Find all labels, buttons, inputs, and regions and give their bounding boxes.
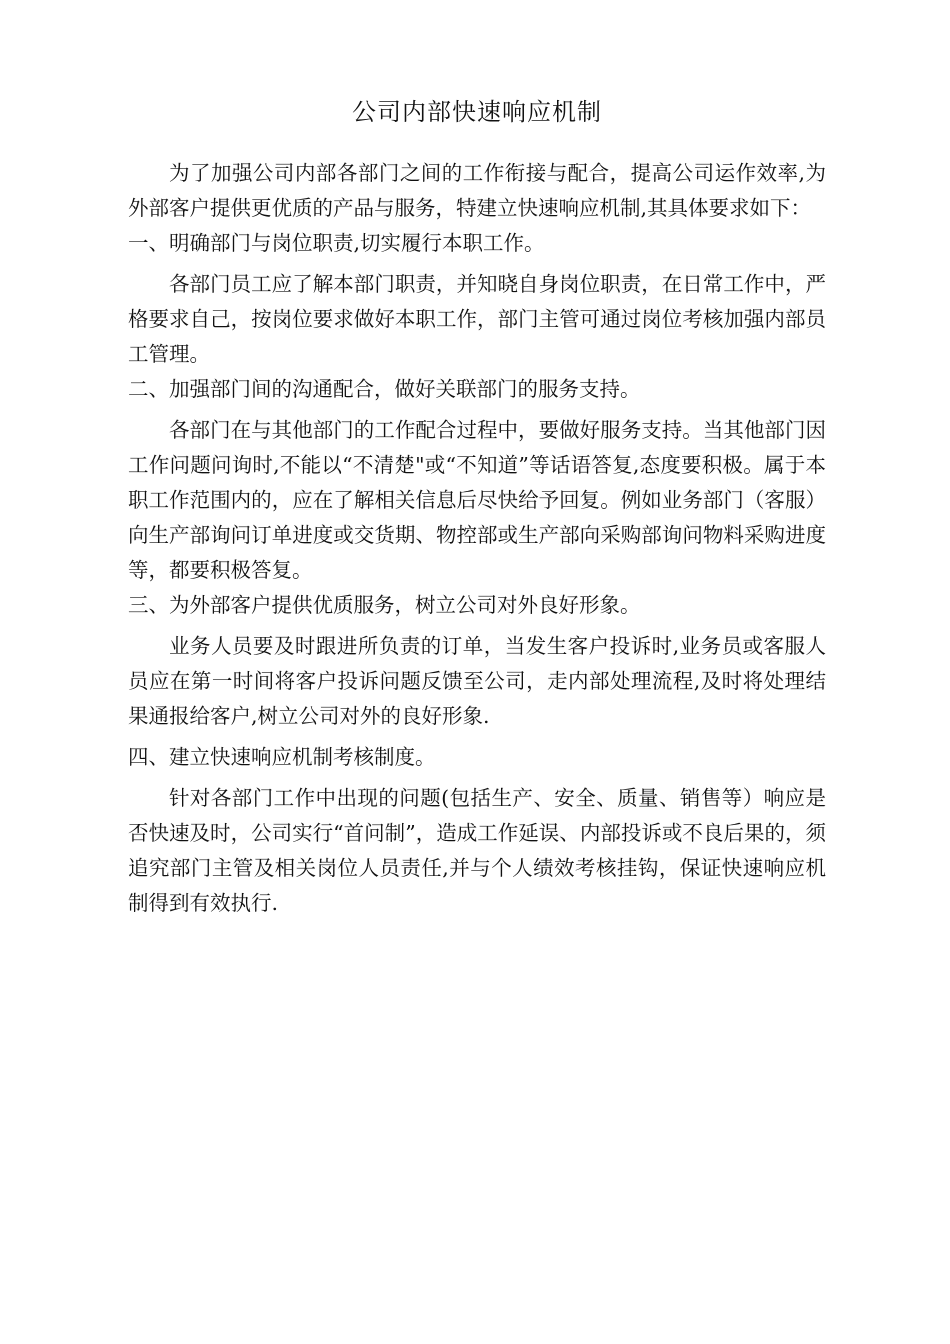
section-1-heading: 一、明确部门与岗位职责,切实履行本职工作。 — [128, 231, 545, 255]
document-title: 公司内部快速响应机制 — [352, 98, 602, 126]
section-3-body: 业务人员要及时跟进所负责的订单，当发生客户投诉时,业务员或客服人员应在第一时间将客户投诉问题反馈至公司，走内部处理流程,及时将处理结果通报给客户,树立公司对外的良好形象. — [128, 634, 826, 728]
section-2-body: 各部门在与其他部门的工作配合过程中，要做好服务支持。当其他部门因工作问题问询时,不能以“不清楚"或“不知道”等话语答复,态度要积极。属于本职工作范围内的，应在了解相关信息后尽快给予回复。例如业务部门（客服）向生产部询问订单进度或交货期、物控部或生产部向采购部询问物料采购进度等，都要积极答复。 — [128, 418, 826, 582]
section-1-body: 各部门员工应了解本部门职责，并知晓自身岗位职责，在日常工作中，严格要求自己，按岗位要求做好本职工作，部门主管可通过岗位考核加强内部员工管理。 — [128, 272, 826, 366]
section-2-heading: 二、加强部门间的沟通配合，做好关联部门的服务支持。 — [128, 377, 641, 401]
section-3-heading: 三、为外部客户提供优质服务，树立公司对外良好形象。 — [128, 593, 641, 617]
section-4-body: 针对各部门工作中出现的问题(包括生产、安全、质量、销售等）响应是否快速及时，公司实行“首问制”，造成工作延误、内部投诉或不良后果的，须追究部门主管及相关岗位人员责任,并与个人绩效考核挂钩，保证快速响应机制得到有效执行. — [128, 786, 826, 915]
intro-paragraph: 为了加强公司内部各部门之间的工作衔接与配合，提高公司运作效率,为外部客户提供更优质的产品与服务，特建立快速响应机制,其具体要求如下： — [128, 161, 826, 220]
section-4-heading: 四、建立快速响应机制考核制度。 — [128, 745, 436, 769]
document-content — [128, 90, 826, 921]
